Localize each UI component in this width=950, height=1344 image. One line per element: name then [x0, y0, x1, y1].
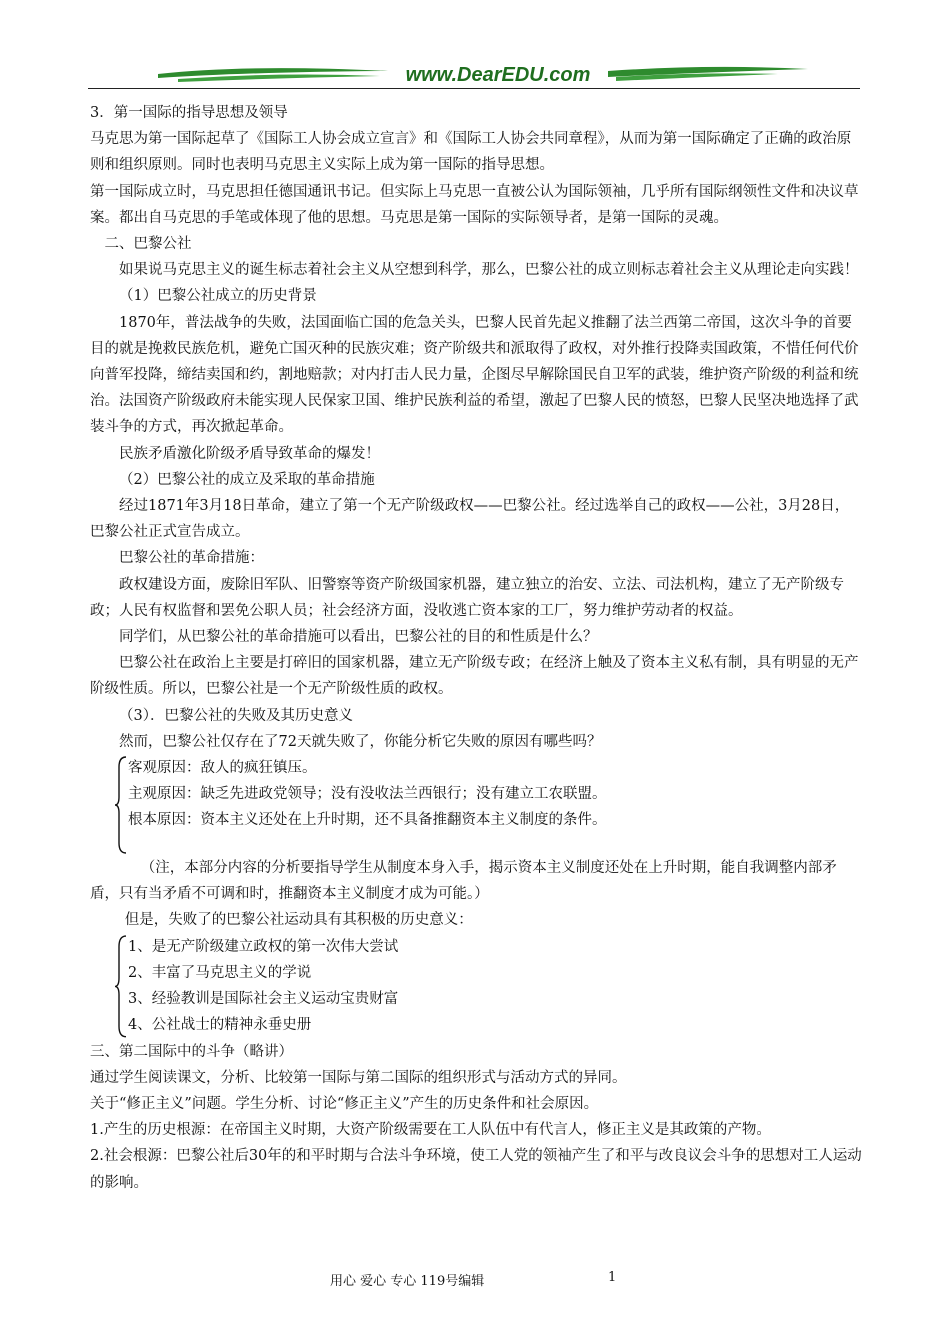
paragraph: 1.产生的历史根源：在帝国主义时期，大资产阶级需要在工人队伍中有代言人，修正主义是其政策的产物。	[90, 1122, 771, 1139]
paragraph: 2.社会根源：巴黎公社后30年的和平时期与合法斗争环境，使工人党的领袖产生了和平与改良议会斗争的思想对工人运动的影响。	[90, 1148, 862, 1191]
footer-text: 用心 爱心 专心 119号编辑	[330, 1274, 485, 1289]
paragraph: 但是，失败了的巴黎公社运动具有其积极的历史意义：	[124, 912, 473, 929]
section-heading-paris-commune: 二、巴黎公社	[104, 236, 192, 253]
paragraph: 关于“修正主义”问题。学生分析、讨论“修正主义”产生的历史条件和社会原因。	[90, 1095, 599, 1112]
paragraph: 通过学生阅读课文，分析、比较第一国际与第二国际的组织形式与活动方式的异同。	[90, 1069, 627, 1086]
left-brace-icon	[114, 755, 128, 855]
paragraph: 如果说马克思主义的诞生标志着社会主义从空想到科学，那么，巴黎公社的成立则标志着社会主义从理论走向实践！	[119, 262, 859, 279]
paragraph: 1870年，普法战争的失败，法国面临亡国的危急关头，巴黎人民首先起义推翻了法兰西第二帝国，这次斗争的首要目的就是挽救民族危机，避免亡国灭种的民族灾难；资产阶级共和派取得了政权，对外推行投降卖国政策，不惜任何代价向普军投降，缔结卖国和约，割地赔款；对内打击人民力量，企图尽早解除国民自卫军的武装，维护资产阶级的利益和统治。法国资产阶级政府未能实现人民保家卫国、维护民族利益的希望，激起了巴黎人民的愤怒，巴黎人民坚决地选择了武装斗争的方式，再次掀起革命。	[90, 314, 859, 436]
section-heading-3: 3．第一国际的指导思想及领导	[90, 105, 288, 121]
paragraph: 政权建设方面，废除旧军队、旧警察等资产阶级国家机器，建立独立的治安、立法、司法机构，建立了无产阶级专政；人民有权监督和罢免公职人员；社会经济方面，没收逃亡资本家的工厂，努力维护劳动者的权益。	[90, 576, 844, 619]
list-item: 2、丰富了马克思主义的学说	[128, 964, 312, 981]
section-heading-second-international: 三、第二国际中的斗争（略讲）	[90, 1043, 293, 1060]
left-brace-icon	[114, 934, 128, 1039]
header-logo	[88, 58, 860, 92]
list-item: 1、是无产阶级建立政权的第一次伟大尝试	[128, 938, 399, 955]
paragraph: 巴黎公社的革命措施：	[119, 550, 264, 567]
paragraph: 马克思为第一国际起草了《国际工人协会成立宣言》和《国际工人协会共同章程》，从而为第一国际确定了正确的政治原则和组织原则。同时也表明马克思主义实际上成为第一国际的指导思想。	[90, 131, 852, 174]
list-item: 客观原因：敌人的疯狂镇压。	[128, 760, 317, 777]
paragraph: 然而，巴黎公社仅存在了72天就失败了，你能分析它失败的原因有哪些吗？	[119, 733, 602, 750]
page-number: 1	[608, 1270, 617, 1285]
header-swoosh-left-2	[178, 75, 380, 82]
list-item: 根本原因：资本主义还处在上升时期，还不具备推翻资本主义制度的条件。	[128, 812, 607, 829]
paragraph: 民族矛盾激化阶级矛盾导致革命的爆发！	[119, 445, 380, 462]
header-site-text: www.DearEDU.com	[405, 64, 591, 86]
list-item: 4、公社战士的精神永垂史册	[128, 1017, 312, 1034]
paragraph: 同学们，从巴黎公社的革命措施可以看出，巴黎公社的目的和性质是什么？	[119, 629, 598, 646]
document-body	[90, 100, 862, 1196]
paragraph: 经过1871年3月18日革命，建立了第一个无产阶级政权——巴黎公社。经过选举自己的政权——公社，3月28日，巴黎公社正式宣告成立。	[90, 498, 850, 541]
subheading-1: （1）巴黎公社成立的历史背景	[119, 288, 317, 305]
subheading-2: （2）巴黎公社的成立及采取的革命措施	[119, 471, 375, 488]
significance-group	[90, 934, 862, 1039]
list-item: 主观原因：缺乏先进政党领导；没有没收法兰西银行；没有建立工农联盟。	[128, 786, 607, 803]
failure-reasons-group	[90, 755, 862, 855]
note-paragraph: （注，本部分内容的分析要指导学生从制度本身入手，揭示资本主义制度还处在上升时期，能自我调整内部矛盾，只有当矛盾不可调和时，推翻资本主义制度才成为可能。）	[90, 860, 837, 903]
header-rule	[88, 88, 860, 89]
header-banner	[88, 58, 860, 92]
list-item: 3、经验教训是国际社会主义运动宝贵财富	[128, 991, 399, 1008]
subheading-3: （3）．巴黎公社的失败及其历史意义	[119, 707, 353, 724]
paragraph: 第一国际成立时，马克思担任德国通讯书记。但实际上马克思一直被公认为国际领袖，几乎所有国际纲领性文件和决议草案。都出自马克思的手笔或体现了他的思想。马克思是第一国际的实际领导者，是第一国际的灵魂。	[90, 183, 859, 226]
paragraph: 巴黎公社在政治上主要是打碎旧的国家机器，建立无产阶级专政；在经济上触及了资本主义私有制，具有明显的无产阶级性质。所以，巴黎公社是一个无产阶级性质的政权。	[90, 655, 859, 698]
